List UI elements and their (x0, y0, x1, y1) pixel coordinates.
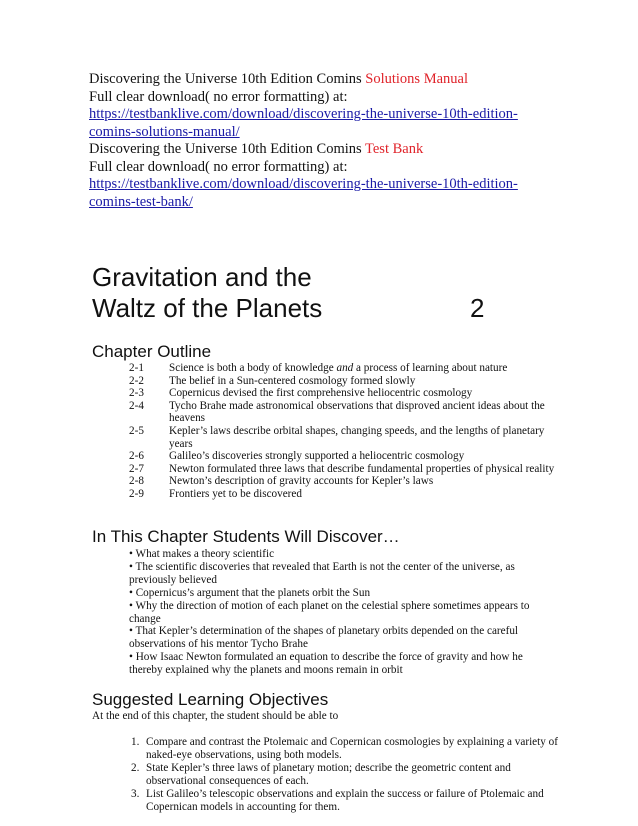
outline-item (129, 362, 559, 375)
outline-item-number: 2-6 (129, 450, 144, 463)
solutions-manual-link[interactable]: https://testbanklive.com/download/discovering-the-universe-10th-edition- comins-solutions-manual/ (89, 106, 518, 140)
outline-item-text: Galileo’s discoveries strongly supported a heliocentric cosmology (169, 450, 465, 463)
outline-item-number: 2-7 (129, 462, 144, 475)
discover-heading: In This Chapter Students Will Discover… (92, 527, 400, 546)
download-note: Full clear download( no error formatting) at: (89, 88, 348, 105)
outline-item (129, 475, 559, 488)
objective-text: List Galileo’s telescopic observations and explain the success or failure of Ptolemaic and Copernican models in accounting for them. (146, 787, 544, 813)
objective-item (131, 762, 561, 788)
chapter-outline-heading: Chapter Outline (92, 342, 212, 361)
outline-item-number: 2-2 (129, 374, 144, 387)
objective-item (131, 736, 561, 762)
outline-item-number: 2-1 (129, 362, 144, 374)
outline-item-text: Newton’s description of gravity accounts for Kepler’s laws (169, 475, 434, 488)
chapter-number: 2 (470, 293, 485, 323)
outline-item-text: Science is both a body of knowledge and a process of learning about nature (169, 362, 508, 374)
outline-item-text: The belief in a Sun-centered cosmology formed slowly (169, 374, 416, 387)
outline-item-number: 2-5 (129, 424, 144, 437)
chapter-title: Gravitation and the Waltz of the Planets (92, 262, 323, 323)
objective-text: Compare and contrast the Ptolemaic and Copernican cosmologies by explaining a variety of naked-eye observations, using both models. (146, 736, 558, 761)
outline-item-number: 2-8 (129, 475, 144, 488)
outline-item-text: Frontiers yet to be discovered (169, 487, 302, 500)
discover-item: • What makes a theory scientific (129, 548, 275, 560)
objectives-intro: At the end of this chapter, the student should be able to (92, 710, 339, 722)
objectives-heading: Suggested Learning Objectives (92, 690, 329, 709)
outline-item (129, 488, 559, 501)
download-note: Full clear download( no error formatting) at: (89, 158, 348, 175)
outline-item-text: Tycho Brahe made astronomical observations that disproved ancient ideas about the heavens (169, 399, 545, 425)
test-bank-highlight: Test Bank (365, 141, 424, 157)
outline-item-text: Copernicus devised the first comprehensive heliocentric cosmology (169, 387, 473, 400)
chapter-outline-list (129, 362, 559, 501)
outline-item-text: Newton formulated three laws that describe fundamental properties of physical reality (169, 462, 555, 475)
discover-item: • The scientific discoveries that revealed that Earth is not the center of the universe, as previously believed (129, 560, 515, 586)
solutions-manual-highlight: Solutions Manual (365, 71, 468, 87)
objective-number: 1. (131, 736, 140, 748)
objectives-list (131, 736, 561, 813)
outline-item-number: 2-3 (129, 387, 144, 400)
download-header (89, 71, 559, 211)
test-bank-link[interactable]: https://testbanklive.com/download/discovering-the-universe-10th-edition- comins-test-bank/ (89, 176, 518, 210)
outline-item-number: 2-4 (129, 399, 144, 412)
testbank-title-line: Discovering the Universe 10th Edition Comins Test Bank (89, 141, 424, 157)
discover-item: • How Isaac Newton formulated an equation to describe the force of gravity and how he thereby explained why the planets and moons remain in orbit (129, 651, 523, 677)
outline-item-text: Kepler’s laws describe orbital shapes, changing speeds, and the lengths of planetary years (169, 424, 545, 450)
solutions-title-line: Discovering the Universe 10th Edition Comins Solutions Manual (89, 71, 468, 87)
discover-list (129, 548, 559, 677)
objective-item (131, 788, 561, 814)
objective-number: 3. (131, 787, 140, 800)
discover-item: • Copernicus’s argument that the planets orbit the Sun (129, 586, 371, 599)
outline-item (129, 387, 559, 400)
outline-item (129, 400, 559, 425)
outline-item (129, 375, 559, 388)
outline-item (129, 450, 559, 463)
discover-item: • Why the direction of motion of each planet on the celestial sphere sometimes appears to change (129, 599, 530, 625)
outline-item-number: 2-9 (129, 487, 144, 500)
objective-text: State Kepler’s three laws of planetary motion; describe the geometric content and observational consequences of each. (146, 761, 511, 787)
outline-item (129, 425, 559, 450)
outline-item (129, 463, 559, 476)
discover-item: • That Kepler’s determination of the shapes of planetary orbits depended on the careful observations of his mentor Tycho Brahe (129, 625, 519, 651)
objective-number: 2. (131, 761, 140, 774)
